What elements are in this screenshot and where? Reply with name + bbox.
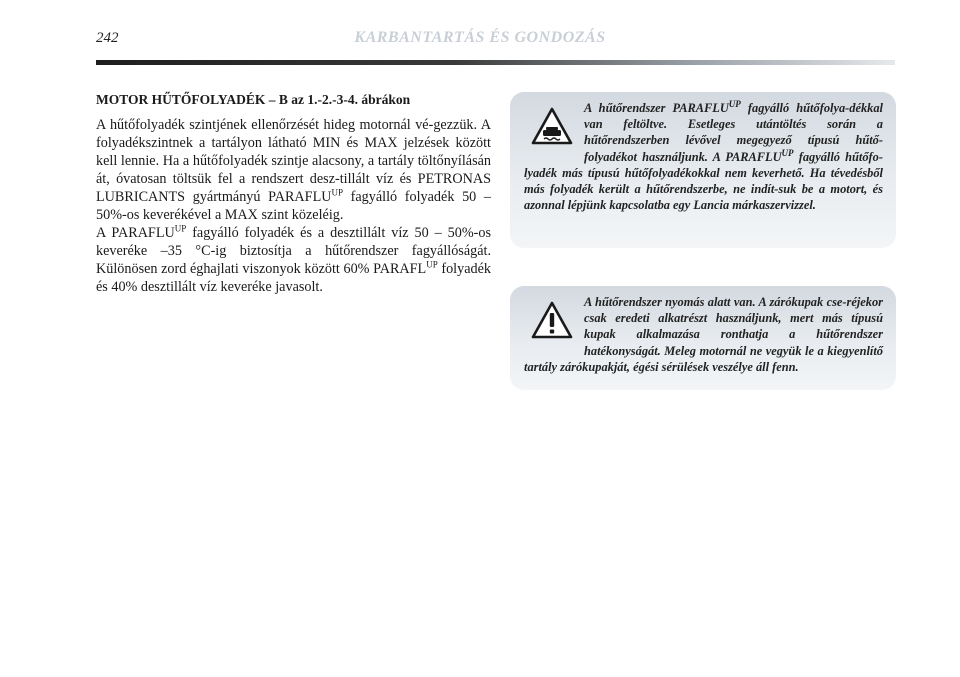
paragraph-2-text: A $PARAFLU^{UP}$ fagyálló folyadék és a desztillált víz 50 – 50%-os keveréke –35 °C-ig biztosítja a hűtőrendszer fagyállóságát. Különösen zord éghajlati viszonyok között 60% $PARAFL^{UP}$ folyadék és 40% desztillált víz keveréke javasolt. <box>96 223 492 295</box>
pressure-note-box <box>510 286 896 390</box>
paragraph-1-text: A hűtőfolyadék szintjének ellenőrzését hideg motornál vé-gezzük. A folyadékszintnek a tartályon látható MIN és MAX jelzések között kell lennie. Ha a hűtőfolyadék szintje alacsony, a tartály töltőnyílásán át, óvatosan töltsük fel a rendszert desz-tillált víz és PETRONAS LUBRICANTS gyártmányú $PARAFLU^{UP}$ fagyálló folyadék 50 – 50%-os keverékével a MAX szint közeléig. <box>96 117 491 223</box>
section-title: KARBANTARTÁS ÉS GONDOZÁS <box>354 29 606 46</box>
coolant-note-box <box>510 92 896 248</box>
coolant-note-text: A hűtőrendszer $PARAFLU^{UP}$ fagyálló hűtőfolya-dékkal van feltöltve. Esetleges utántöltés során a hűtőrendszerben lévővel megegyező típusú hűtő-folyadékot használjunk. A $PARAFLU^{UP}$ fagyálló hűtőfo-lyadék más típusú hűtőfolyadékokkal nem keverhető. Ha tévedésből más folyadék került a hűtőrendszerbe, ne indít-suk be a motort, és azonnal lépjünk kapcsolatba egy Lancia márkaszervizzel. <box>524 98 884 213</box>
main-text-column <box>96 91 491 296</box>
paragraph-1 <box>96 116 491 224</box>
exclamation-warning-icon <box>530 300 574 340</box>
pressure-note-text: A hűtőrendszer nyomás alatt van. A zárókupak cse-réjekor csak eredeti alkatrészt használjunk, mert más típusú kupak alkalmazása ronthatja a hűtőrendszer hatékonyságát. Meleg motornál ne vegyük le a kiegyenlítő tartály zárókupakját, égési sérülések veszélye áll fenn. <box>524 295 883 374</box>
header-rule <box>96 60 895 65</box>
page-number: 242 <box>96 30 119 46</box>
section-heading: MOTOR HŰTŐFOLYADÉK – B az 1.-2.-3-4. ábrákon <box>96 92 411 107</box>
coolant-warning-icon <box>530 106 574 146</box>
paragraph-2 <box>96 224 491 296</box>
